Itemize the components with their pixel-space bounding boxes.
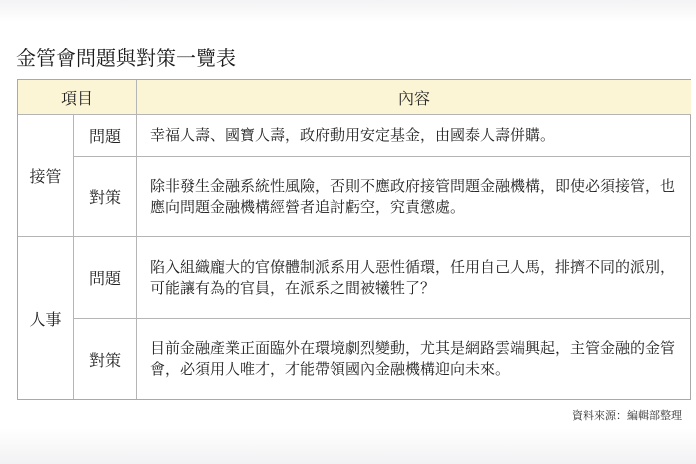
row-label: 對策 (74, 319, 137, 399)
row-text: 除非發生金融系統性風險，否則不應政府接管問題金融機構，即使必須接管，也應向問題金融機構經營者追討虧空，究責懲處。 (137, 157, 691, 237)
bottom-background-band (0, 428, 696, 464)
row-text: 目前金融產業正面臨外在環境劇烈變動，尤其是網路雲端興起，主管金融的金管會，必須用人唯才，才能帶領國內金融機構迎向未來。 (150, 339, 676, 378)
row-label: 問題 (74, 115, 137, 157)
comparison-table (17, 79, 691, 400)
top-background-band (0, 0, 696, 22)
category-takeover: 接管 (18, 115, 74, 237)
header-item: 項目 (18, 80, 137, 115)
header-content: 內容 (137, 80, 691, 115)
row-text: 陷入組織龐大的官僚體制派系用人惡性循環，任用自己人馬，排擠不同的派別，可能讓有為的官員，在派系之間被犧牲了？ (137, 237, 691, 319)
row-label: 問題 (74, 237, 137, 319)
row-text: 幸福人壽、國寶人壽，政府動用安定基金，由國泰人壽併購。 (137, 115, 691, 157)
row-label: 對策 (74, 157, 137, 237)
source-note: 資料來源：編輯部整理 (572, 409, 682, 422)
page-title: 金管會問題與對策一覽表 (16, 46, 236, 70)
category-personnel: 人事 (18, 237, 74, 399)
